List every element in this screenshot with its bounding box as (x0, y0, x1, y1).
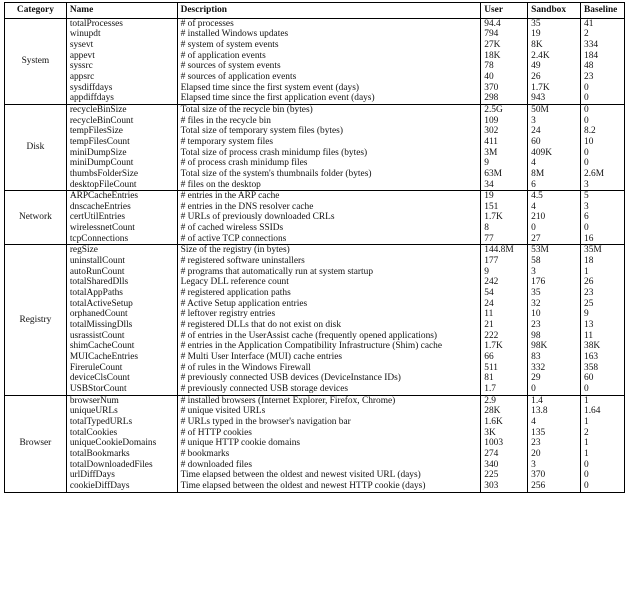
description-cell: # of entries in the UserAssist cache (frequently opened applications) (177, 331, 481, 342)
name-cell: ARPCacheEntries (66, 191, 177, 202)
features-table (4, 2, 625, 493)
description-cell: # bookmarks (177, 449, 481, 460)
user-cell: 27K (481, 40, 528, 51)
sandbox-cell: 4.5 (528, 191, 581, 202)
baseline-cell: 23 (581, 72, 625, 83)
sandbox-cell: 98K (528, 341, 581, 352)
baseline-cell: 23 (581, 288, 625, 299)
table-row (5, 481, 625, 492)
sandbox-cell: 35 (528, 288, 581, 299)
name-cell: appevt (66, 51, 177, 62)
baseline-cell: 1 (581, 438, 625, 449)
baseline-cell: 163 (581, 352, 625, 363)
table-row (5, 406, 625, 417)
table-row (5, 277, 625, 288)
baseline-cell: 0 (581, 83, 625, 94)
description-cell: # programs that automatically run at system startup (177, 267, 481, 278)
table-row (5, 470, 625, 481)
name-cell: miniDumpCount (66, 158, 177, 169)
description-cell: # leftover registry entries (177, 309, 481, 320)
table-row (5, 18, 625, 29)
table-row (5, 158, 625, 169)
sandbox-cell: 53M (528, 245, 581, 256)
user-cell: 177 (481, 256, 528, 267)
user-cell: 340 (481, 460, 528, 471)
table-row (5, 373, 625, 384)
category-cell: Browser (5, 395, 67, 492)
baseline-cell: 9 (581, 309, 625, 320)
sandbox-cell: 20 (528, 449, 581, 460)
user-cell: 511 (481, 363, 528, 374)
user-cell: 298 (481, 93, 528, 104)
baseline-cell: 2.6M (581, 169, 625, 180)
description-cell: # of rules in the Windows Firewall (177, 363, 481, 374)
user-cell: 2.5G (481, 104, 528, 115)
table-row (5, 191, 625, 202)
sandbox-cell: 2.4K (528, 51, 581, 62)
baseline-cell: 25 (581, 299, 625, 310)
header-name: Name (66, 3, 177, 19)
user-cell: 1.7K (481, 212, 528, 223)
sandbox-cell: 23 (528, 438, 581, 449)
description-cell: # Multi User Interface (MUI) cache entries (177, 352, 481, 363)
name-cell: orphanedCount (66, 309, 177, 320)
description-cell: # files in the recycle bin (177, 116, 481, 127)
user-cell: 19 (481, 191, 528, 202)
baseline-cell: 3 (581, 180, 625, 191)
sandbox-cell: 409K (528, 148, 581, 159)
name-cell: uniqueCookieDomains (66, 438, 177, 449)
baseline-cell: 18 (581, 256, 625, 267)
baseline-cell: 3 (581, 202, 625, 213)
baseline-cell: 2 (581, 29, 625, 40)
user-cell: 94.4 (481, 18, 528, 29)
name-cell: totalSharedDlls (66, 277, 177, 288)
baseline-cell: 0 (581, 460, 625, 471)
description-cell: # system of system events (177, 40, 481, 51)
header-category: Category (5, 3, 67, 19)
table-row (5, 460, 625, 471)
baseline-cell: 0 (581, 104, 625, 115)
baseline-cell: 0 (581, 470, 625, 481)
name-cell: shimCacheCount (66, 341, 177, 352)
name-cell: totalAppPaths (66, 288, 177, 299)
name-cell: totalBookmarks (66, 449, 177, 460)
user-cell: 34 (481, 180, 528, 191)
name-cell: totalActiveSetup (66, 299, 177, 310)
sandbox-cell: 943 (528, 93, 581, 104)
baseline-cell: 1.64 (581, 406, 625, 417)
sandbox-cell: 19 (528, 29, 581, 40)
user-cell: 2.9 (481, 395, 528, 406)
sandbox-cell: 176 (528, 277, 581, 288)
baseline-cell: 26 (581, 277, 625, 288)
description-cell: Time elapsed between the oldest and newest visited URL (days) (177, 470, 481, 481)
name-cell: regSize (66, 245, 177, 256)
name-cell: urlDiffDays (66, 470, 177, 481)
table-row (5, 148, 625, 159)
user-cell: 66 (481, 352, 528, 363)
description-cell: Elapsed time since the first application event (days) (177, 93, 481, 104)
sandbox-cell: 35 (528, 18, 581, 29)
category-cell: Disk (5, 104, 67, 190)
sandbox-cell: 13.8 (528, 406, 581, 417)
table-row (5, 116, 625, 127)
table-row (5, 331, 625, 342)
name-cell: uninstallCount (66, 256, 177, 267)
baseline-cell: 16 (581, 234, 625, 245)
baseline-cell: 0 (581, 93, 625, 104)
user-cell: 18K (481, 51, 528, 62)
sandbox-cell: 370 (528, 470, 581, 481)
description-cell: # of processes (177, 18, 481, 29)
name-cell: miniDumpSize (66, 148, 177, 159)
header-description: Description (177, 3, 481, 19)
description-cell: Time elapsed between the oldest and newest HTTP cookie (days) (177, 481, 481, 492)
description-cell: # installed browsers (Internet Explorer, Firefox, Chrome) (177, 395, 481, 406)
baseline-cell: 60 (581, 373, 625, 384)
table-row (5, 384, 625, 395)
name-cell: sysevt (66, 40, 177, 51)
baseline-cell: 35M (581, 245, 625, 256)
category-cell: System (5, 18, 67, 104)
name-cell: autoRunCount (66, 267, 177, 278)
user-cell: 40 (481, 72, 528, 83)
name-cell: FireruleCount (66, 363, 177, 374)
table-row (5, 51, 625, 62)
sandbox-cell: 1.4 (528, 395, 581, 406)
sandbox-cell: 27 (528, 234, 581, 245)
sandbox-cell: 10 (528, 309, 581, 320)
sandbox-cell: 8M (528, 169, 581, 180)
sandbox-cell: 1.7K (528, 83, 581, 94)
user-cell: 411 (481, 137, 528, 148)
name-cell: thumbsFolderSize (66, 169, 177, 180)
sandbox-cell: 3 (528, 116, 581, 127)
baseline-cell: 48 (581, 61, 625, 72)
name-cell: sysdiffdays (66, 83, 177, 94)
description-cell: # of HTTP cookies (177, 428, 481, 439)
user-cell: 3M (481, 148, 528, 159)
description-cell: # registered software uninstallers (177, 256, 481, 267)
user-cell: 1003 (481, 438, 528, 449)
name-cell: certUtilEntries (66, 212, 177, 223)
table-row (5, 288, 625, 299)
table-row (5, 449, 625, 460)
baseline-cell: 0 (581, 116, 625, 127)
sandbox-cell: 26 (528, 72, 581, 83)
description-cell: # Active Setup application entries (177, 299, 481, 310)
table-row (5, 341, 625, 352)
sandbox-cell: 210 (528, 212, 581, 223)
name-cell: MUICacheEntries (66, 352, 177, 363)
description-cell: # registered application paths (177, 288, 481, 299)
user-cell: 303 (481, 481, 528, 492)
description-cell: # of process crash minidump files (177, 158, 481, 169)
table-row (5, 29, 625, 40)
baseline-cell: 0 (581, 223, 625, 234)
header-baseline: Baseline (581, 3, 625, 19)
baseline-cell: 13 (581, 320, 625, 331)
user-cell: 9 (481, 267, 528, 278)
baseline-cell: 41 (581, 18, 625, 29)
baseline-cell: 6 (581, 212, 625, 223)
user-cell: 302 (481, 126, 528, 137)
name-cell: recycleBinSize (66, 104, 177, 115)
user-cell: 28K (481, 406, 528, 417)
table-row (5, 104, 625, 115)
table-row (5, 72, 625, 83)
name-cell: tcpConnections (66, 234, 177, 245)
user-cell: 109 (481, 116, 528, 127)
name-cell: browserNum (66, 395, 177, 406)
sandbox-cell: 4 (528, 158, 581, 169)
table-row (5, 245, 625, 256)
user-cell: 370 (481, 83, 528, 94)
baseline-cell: 0 (581, 158, 625, 169)
baseline-cell: 1 (581, 449, 625, 460)
sandbox-cell: 29 (528, 373, 581, 384)
baseline-cell: 1 (581, 417, 625, 428)
description-cell: Legacy DLL reference count (177, 277, 481, 288)
description-cell: # previously connected USB storage devices (177, 384, 481, 395)
name-cell: desktopFileCount (66, 180, 177, 191)
description-cell: # previously connected USB devices (DeviceInstance IDs) (177, 373, 481, 384)
table-row (5, 93, 625, 104)
user-cell: 144.8M (481, 245, 528, 256)
baseline-cell: 334 (581, 40, 625, 51)
table-row (5, 212, 625, 223)
user-cell: 24 (481, 299, 528, 310)
table-row (5, 137, 625, 148)
category-cell: Network (5, 191, 67, 245)
user-cell: 8 (481, 223, 528, 234)
table-row (5, 180, 625, 191)
table-row (5, 61, 625, 72)
user-cell: 78 (481, 61, 528, 72)
description-cell: # files on the desktop (177, 180, 481, 191)
table-row (5, 40, 625, 51)
sandbox-cell: 8K (528, 40, 581, 51)
baseline-cell: 184 (581, 51, 625, 62)
name-cell: recycleBinCount (66, 116, 177, 127)
user-cell: 3K (481, 428, 528, 439)
description-cell: # installed Windows updates (177, 29, 481, 40)
name-cell: appsrc (66, 72, 177, 83)
user-cell: 54 (481, 288, 528, 299)
table-row (5, 202, 625, 213)
name-cell: uniqueURLs (66, 406, 177, 417)
sandbox-cell: 58 (528, 256, 581, 267)
user-cell: 274 (481, 449, 528, 460)
sandbox-cell: 49 (528, 61, 581, 72)
description-cell: # unique visited URLs (177, 406, 481, 417)
description-cell: Total size of the recycle bin (bytes) (177, 104, 481, 115)
table-row (5, 395, 625, 406)
description-cell: # URLs of previously downloaded CRLs (177, 212, 481, 223)
user-cell: 21 (481, 320, 528, 331)
sandbox-cell: 32 (528, 299, 581, 310)
baseline-cell: 10 (581, 137, 625, 148)
table-row (5, 428, 625, 439)
table-row (5, 83, 625, 94)
user-cell: 242 (481, 277, 528, 288)
sandbox-cell: 332 (528, 363, 581, 374)
baseline-cell: 358 (581, 363, 625, 374)
description-cell: # registered DLLs that do not exist on disk (177, 320, 481, 331)
sandbox-cell: 4 (528, 417, 581, 428)
name-cell: USBStorCount (66, 384, 177, 395)
table-row (5, 234, 625, 245)
user-cell: 222 (481, 331, 528, 342)
sandbox-cell: 0 (528, 223, 581, 234)
table-row (5, 223, 625, 234)
baseline-cell: 1 (581, 267, 625, 278)
baseline-cell: 0 (581, 148, 625, 159)
table-row (5, 352, 625, 363)
user-cell: 1.7K (481, 341, 528, 352)
name-cell: deviceClsCount (66, 373, 177, 384)
table-row (5, 363, 625, 374)
name-cell: totalCookies (66, 428, 177, 439)
description-cell: # unique HTTP cookie domains (177, 438, 481, 449)
table-row (5, 126, 625, 137)
sandbox-cell: 98 (528, 331, 581, 342)
name-cell: cookieDiffDays (66, 481, 177, 492)
sandbox-cell: 135 (528, 428, 581, 439)
baseline-cell: 38K (581, 341, 625, 352)
baseline-cell: 0 (581, 384, 625, 395)
sandbox-cell: 4 (528, 202, 581, 213)
name-cell: dnscacheEntries (66, 202, 177, 213)
table-row (5, 299, 625, 310)
header-row (5, 3, 625, 19)
name-cell: winupdt (66, 29, 177, 40)
description-cell: Total size of the system's thumbnails folder (bytes) (177, 169, 481, 180)
description-cell: # entries in the DNS resolver cache (177, 202, 481, 213)
sandbox-cell: 24 (528, 126, 581, 137)
name-cell: syssrc (66, 61, 177, 72)
user-cell: 81 (481, 373, 528, 384)
description-cell: # downloaded files (177, 460, 481, 471)
name-cell: totalDownloadedFiles (66, 460, 177, 471)
baseline-cell: 2 (581, 428, 625, 439)
description-cell: # sources of system events (177, 61, 481, 72)
table-row (5, 417, 625, 428)
sandbox-cell: 3 (528, 267, 581, 278)
description-cell: # temporary system files (177, 137, 481, 148)
header-sandbox: Sandbox (528, 3, 581, 19)
user-cell: 794 (481, 29, 528, 40)
baseline-cell: 8.2 (581, 126, 625, 137)
user-cell: 1.6K (481, 417, 528, 428)
description-cell: # entries in the ARP cache (177, 191, 481, 202)
sandbox-cell: 60 (528, 137, 581, 148)
sandbox-cell: 0 (528, 384, 581, 395)
sandbox-cell: 6 (528, 180, 581, 191)
name-cell: usrassistCount (66, 331, 177, 342)
user-cell: 225 (481, 470, 528, 481)
user-cell: 151 (481, 202, 528, 213)
name-cell: totalMissingDlls (66, 320, 177, 331)
description-cell: # of application events (177, 51, 481, 62)
name-cell: tempFilesSize (66, 126, 177, 137)
description-cell: Total size of temporary system files (bytes) (177, 126, 481, 137)
user-cell: 1.7 (481, 384, 528, 395)
user-cell: 11 (481, 309, 528, 320)
baseline-cell: 1 (581, 395, 625, 406)
table-row (5, 256, 625, 267)
category-cell: Registry (5, 245, 67, 395)
table-row (5, 320, 625, 331)
description-cell: # URLs typed in the browser's navigation bar (177, 417, 481, 428)
name-cell: totalTypedURLs (66, 417, 177, 428)
user-cell: 63M (481, 169, 528, 180)
table-row (5, 309, 625, 320)
table-row (5, 267, 625, 278)
description-cell: Total size of process crash minidump files (bytes) (177, 148, 481, 159)
name-cell: tempFilesCount (66, 137, 177, 148)
sandbox-cell: 83 (528, 352, 581, 363)
sandbox-cell: 3 (528, 460, 581, 471)
description-cell: Size of the registry (in bytes) (177, 245, 481, 256)
sandbox-cell: 50M (528, 104, 581, 115)
table-row (5, 438, 625, 449)
description-cell: # of active TCP connections (177, 234, 481, 245)
baseline-cell: 11 (581, 331, 625, 342)
description-cell: # of cached wireless SSIDs (177, 223, 481, 234)
sandbox-cell: 23 (528, 320, 581, 331)
baseline-cell: 5 (581, 191, 625, 202)
baseline-cell: 0 (581, 481, 625, 492)
description-cell: Elapsed time since the first system event (days) (177, 83, 481, 94)
sandbox-cell: 256 (528, 481, 581, 492)
user-cell: 77 (481, 234, 528, 245)
name-cell: appdiffdays (66, 93, 177, 104)
user-cell: 9 (481, 158, 528, 169)
name-cell: wirelessnetCount (66, 223, 177, 234)
description-cell: # sources of application events (177, 72, 481, 83)
table-body (5, 18, 625, 492)
table-row (5, 169, 625, 180)
name-cell: totalProcesses (66, 18, 177, 29)
header-user: User (481, 3, 528, 19)
description-cell: # entries in the Application Compatibility Infrastructure (Shim) cache (177, 341, 481, 352)
